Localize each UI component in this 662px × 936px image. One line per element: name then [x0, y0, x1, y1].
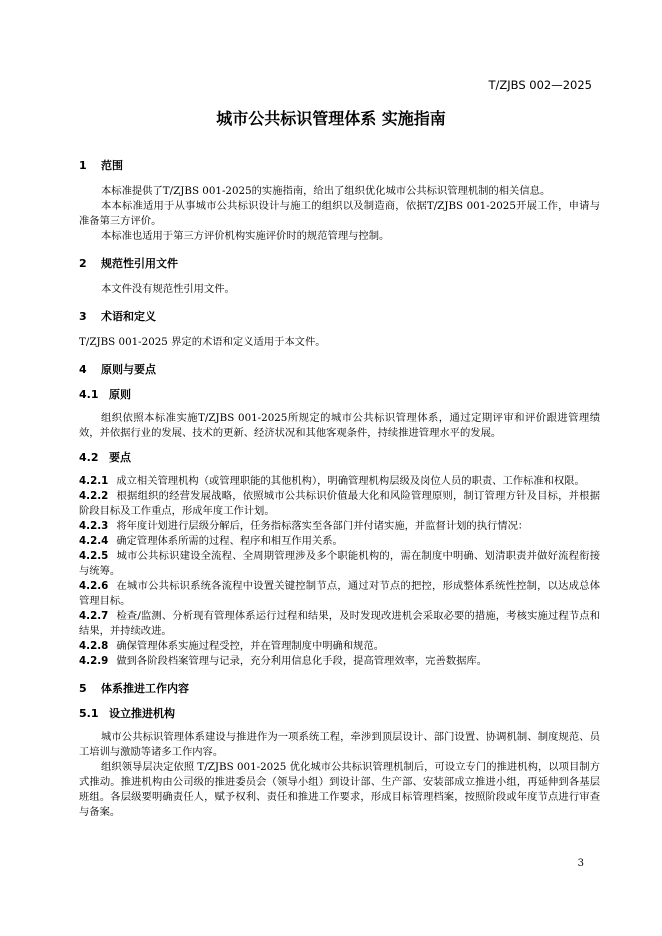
item-number: 4.2.1 — [79, 475, 109, 487]
document-body — [79, 158, 600, 820]
item-number: 4.2.8 — [79, 640, 109, 652]
item-text: 确保管理体系实施过程受控，并在管理制度中明确和规范。 — [116, 640, 385, 652]
list-item — [79, 534, 600, 549]
subsection-heading-4-2 — [79, 450, 600, 466]
subsection-title: 原则 — [109, 388, 131, 401]
item-text: 确定管理体系所需的过程、程序和相互作用关系。 — [116, 535, 343, 547]
section-title: 术语和定义 — [101, 310, 156, 323]
item-text: 根据组织的经营发展战略，依照城市公共标识价值最大化和风险管理原则，制订管理方针及目标，并根据阶段目标及工作重点，形成年度工作计划。 — [79, 490, 600, 517]
section-number: 4 — [79, 363, 87, 376]
subsection-title: 要点 — [109, 451, 131, 464]
item-number: 4.2.9 — [79, 655, 109, 667]
subsection-heading-4-1 — [79, 387, 600, 403]
paragraph: 本本标准适用于从事城市公共标识设计与施工的组织以及制造商，依据T/ZJBS 001-2025开展工作，申请与准备第三方评价。 — [79, 200, 600, 227]
section-heading-5 — [79, 681, 600, 697]
item-number: 4.2.5 — [79, 550, 109, 562]
section-heading-3 — [79, 309, 600, 325]
list-item — [79, 579, 600, 609]
item-text: 成立相关管理机构（或管理职能的其他机构），明确管理机构层级及岗位人员的职责、工作标准和权限。 — [116, 475, 585, 487]
list-item — [79, 609, 600, 639]
subsection-number: 4.2 — [79, 451, 99, 464]
paragraph: 组织领导层决定依照 T/ZJBS 001-2025 优化城市公共标识管理机制后，可设立专门的推进机构，以项目制方式推动。推进机构由公司级的推进委员会（领导小组）到设计部、生产部、安装部成立推进小组，再延伸到各基层班组。各层级要明确责任人，赋予权利、责任和推进工作要求，形成目标管理档案，按照阶段或年度节点进行审查与备案。 — [79, 761, 600, 818]
item-number: 4.2.6 — [79, 580, 109, 592]
section-number: 3 — [79, 310, 87, 323]
paragraph: T/ZJBS 001-2025 界定的术语和定义适用于本文件。 — [79, 336, 326, 348]
item-text: 将年度计划进行层级分解后，任务指标落实至各部门并付诸实施，并监督计划的执行情况： — [116, 520, 529, 532]
section-heading-1 — [79, 158, 600, 174]
item-text: 做到各阶段档案管理与记录，充分利用信息化手段，提高管理效率，完善数据库。 — [116, 655, 488, 667]
list-item — [79, 639, 600, 654]
item-text: 在城市公共标识系统各流程中设置关键控制节点，通过对节点的把控，形成整体系统性控制，以达成总体管理目标。 — [79, 580, 600, 607]
section-heading-4 — [79, 362, 600, 378]
subsection-number: 5.1 — [79, 707, 99, 720]
item-text: 城市公共标识建设全流程、全周期管理涉及多个职能机构的，需在制度中明确、划清职责并做好流程衔接与统筹。 — [79, 550, 600, 577]
subsection-title: 设立推进机构 — [109, 707, 175, 720]
document-title: 城市公共标识管理体系 实施指南 — [216, 109, 446, 128]
paragraph: 本标准也适用于第三方评价机构实施评价时的规范管理与控制。 — [101, 230, 390, 242]
section-number: 2 — [79, 257, 87, 270]
paragraph: 本文件没有规范性引用文件。 — [101, 283, 235, 295]
section-heading-2 — [79, 256, 600, 272]
section-title: 体系推进工作内容 — [101, 682, 189, 695]
page-number: 3 — [577, 858, 584, 869]
section-title: 范围 — [101, 159, 123, 172]
list-item — [79, 474, 600, 489]
paragraph: 组织依照本标准实施T/ZJBS 001-2025所规定的城市公共标识管理体系，通过定期评审和评价跟进管理绩效，并依据行业的发展、技术的更新、经济状况和其他客观条件，持续推进管理水平的发展。 — [79, 412, 600, 439]
section-number: 1 — [79, 159, 87, 172]
list-item — [79, 519, 600, 534]
item-number: 4.2.3 — [79, 520, 109, 532]
paragraph: 本标准提供了T/ZJBS 001-2025的实施指南，给出了组织优化城市公共标识管理机制的相关信息。 — [101, 185, 551, 197]
list-item — [79, 489, 600, 519]
list-item — [79, 549, 600, 579]
item-number: 4.2.4 — [79, 535, 109, 547]
item-number: 4.2.2 — [79, 490, 109, 502]
item-number: 4.2.7 — [79, 610, 109, 622]
list-item — [79, 654, 600, 669]
item-text: 检查/监测、分析现有管理体系运行过程和结果，及时发现改进机会采取必要的措施，考核实施过程节点和结果，并持续改进。 — [79, 610, 600, 637]
document-number: T/ZJBS 002—2025 — [488, 78, 592, 92]
paragraph: 城市公共标识管理体系建设与推进作为一项系统工程，牵涉到顶层设计、部门设置、协调机制、制度规范、员工培训与激励等诸多工作内容。 — [79, 731, 600, 758]
subsection-heading-5-1 — [79, 706, 600, 722]
section-title: 原则与要点 — [101, 363, 156, 376]
subsection-number: 4.1 — [79, 388, 99, 401]
section-title: 规范性引用文件 — [101, 257, 178, 270]
section-number: 5 — [79, 682, 87, 695]
